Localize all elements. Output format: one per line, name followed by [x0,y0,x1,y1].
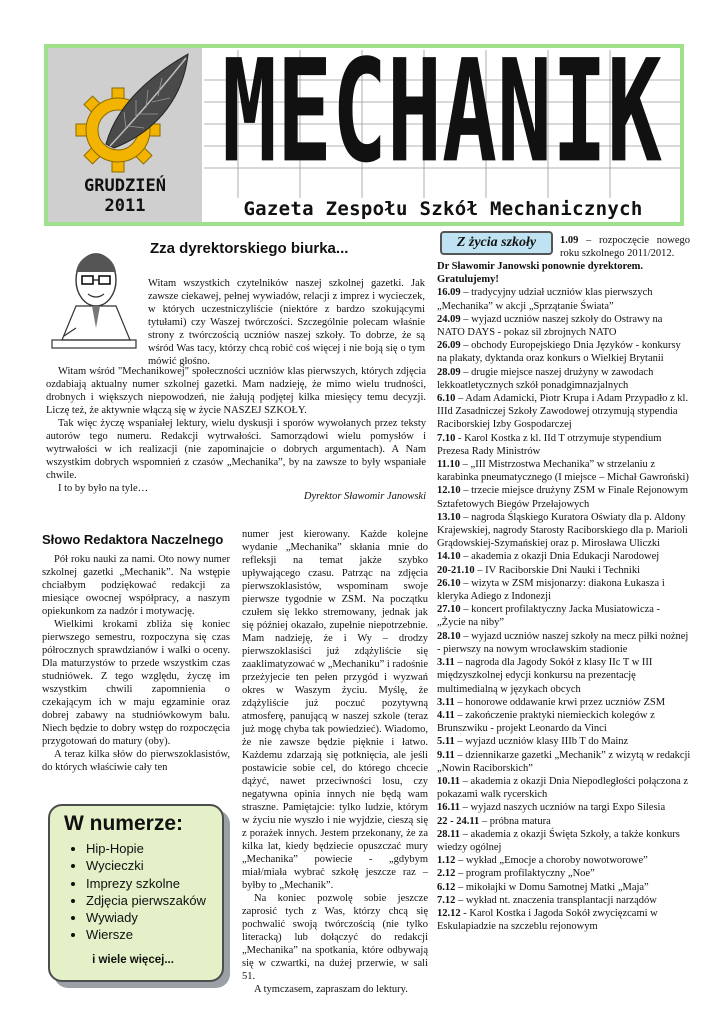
chronicle-entry-text: – Adam Adamicki, Piotr Krupa i Adam Przypadło z kl. IIId Zasadniczej Szkoły Zawodowej otrzymują stypendia Raciborskiej Izby Gospodarczej [437,393,689,431]
chronicle-entry [437,828,691,854]
editor-col2-paragraph-1: numer jest kierowany. Każde kolejne wydanie „Mechanika” skłania mnie do refleksji na temat jakże szybko upływającego czasu. Patrząc na zdjęcia pierwszoklasistów, wspominam swoje pierwsze tygodnie w ZSM. Na początku czułem się lekko stremowany, jednak jak się później okazało, zupełnie niepotrzebnie. Mam nadzieję, że i Wy – drodzy pierwszoklasiści już zdążyliście się zaaklimatyzować w „Mechaniku” i radośnie przeżyjecie ten pełen przygód i wyzwań okres w Waszym życiu. Myślę, że zdążyliście już poczuć pozytywną atmosferę, panującą w naszej szkole (teraz już mogę chyba tak powiedzieć). Wiadomo, że nie zawsze będzie pięknie i łatwo. Każdemu zdarzają się potknięcia, ale jeśli postawicie sobie cel, do którego chcecie dążyć, nawet przeciwności losu, czy negatywna opinia innych nie będą wam straszne. Pamiętajcie: tylko ludzie, którym w życiu nie wyszło i nie wyjdzie, cieszą się z porażek innych. Jestem przekonany, że za kilka lat, kiedy będziecie opuszczać mury „Mechanika” powiecie - „gdybym miał/miała wybrać szkołę jeszcze raz – byłby to „Mechanik”. [242,529,429,891]
chronicle-entry [437,286,691,312]
chronicle-entry-text: – dziennikarze gazetki „Mechanik” z wizytą w redakcji „Nowin Raciborskich” [437,749,691,774]
masthead [44,44,684,226]
chronicle-entry-date: 12.10 [437,485,461,497]
chronicle-entry-text: – akademia z okazji Dnia Edukacji Narodowej [460,551,660,563]
chronicle-entry-date: 6.12 [437,881,456,893]
chronicle-entry-text: – mikołajki w Domu Samotnej Matki „Maja” [455,881,649,893]
chronicle-entry-date: 16.11 [437,802,461,814]
chronicle-entry [437,801,691,814]
chronicle-entry-date: 27.10 [437,604,461,616]
chronicle-entry [437,907,691,933]
director-paragraph-2: Witam wśród "Mechanikowej" społeczności uczniów klas pierwszych, których zdjęcia ozdabiają aktualny numer szkolnej gazetki. Mam nadzieję, że mimo wielu trudności, drobnych i większych niepowodzeń, nie żałują podjętej kilka miesięcy temu decyzji. Liczę też, że aktywnie włączą się w życie NASZEJ SZKOŁY. [46,366,426,416]
chronicle-entry-text: – obchody Europejskiego Dnia Języków - konkursy na plakaty, dyktanda oraz konkurs o Wielkiej Brytanii [437,340,681,365]
chronicle-entry-text: – wyjazd uczniów naszej szkoły na mecz piłki nożnej - pierwszy na nowym wrocławskim stadionie [437,630,689,655]
masthead-title-logo [204,50,680,198]
director-paragraph-4: I to by było na tyle… [58,483,149,494]
in-this-issue-more: i wiele więcej... [92,954,174,966]
chronicle-entry [437,735,691,748]
chronicle-entry-date: 26.10 [437,577,461,589]
chronicle-entry [437,709,691,735]
chronicle-entry [437,881,691,894]
chronicle-entry [437,313,691,339]
editor-col1-paragraph-1: Pół roku nauki za nami. Oto nowy numer szkolnej gazetki „Mechanik”. Na wstępie chciałbym podziękować redakcji za miesiące owocnej współpracy, a naszym opiekunkom za nadzór i motywację. [42,554,230,617]
chronicle-entry [437,630,691,656]
chronicle-entry [437,484,691,510]
chronicle-entry-date: 2.12 [437,868,456,880]
chronicle-entry [437,867,691,880]
director-caricature-image [46,236,142,366]
chronicle-entry-text: - Karol Kostka i Jagoda Sokół zwycięzcami w Eskulapiadzie na szczeblu rejonowym [437,907,658,933]
chronicle-highlight: Dr Sławomir Janowski ponownie dyrektorem. Gratulujemy! [437,261,644,286]
chronicle-entry-date: 10.11 [437,775,461,787]
chronicle-entry-date: 3.11 [437,657,455,669]
chronicle-entry-text: – „III Mistrzostwa Mechanika” w strzelaniu z karabinka pneumatycznego (I miejsce – Michał Gawroński) [437,459,689,484]
chronicle-entry-date: 28.11 [437,828,461,840]
chronicle-entry-date: 1.12 [437,855,456,867]
chronicle-entry [437,564,691,577]
chronicle-entry [437,603,691,629]
masthead-subtitle: Gazeta Zespołu Szkół Mechanicznych [243,198,643,220]
chronicle-entry-text: – nagroda Śląskiego Kuratora Oświaty dla p. Aldony Krajewskiej, nagrody Starosty Raciborskiego dla p. Marioli Grądowskiej-Szymańskiej oraz p. Mirosława Uliczki [437,511,688,550]
issue-month: GRUDZIEŃ [84,176,166,196]
chronicle-entry [437,775,691,801]
editor-col1-paragraph-2: Wielkimi krokami zbliża się koniec pierwszego semestru, rozpoczyna się czas półrocznych sprawdzianów i walki o oceny. Dla maturzystów to przede wszystkim czas studniówek. Z tego względu, życzę im wszystkim chwili zapomnienia o czekającym ich w maju egzaminie oraz dobrej zabawy na studniówkowym balu. Niech będzie to dobry wstęp do rozpoczęcia przygotowań do matury (oby). [42,619,230,747]
chronicle-entry-date: 9.11 [437,749,455,761]
chronicle-entry [437,339,691,365]
chronicle-entry-text: – próbna matura [479,815,551,827]
masthead-title: MECHANIK [222,50,662,195]
in-this-issue-box [48,804,224,982]
chronicle-entry-text: – wykład nt. znaczenia transplantacji narządów [455,894,657,906]
chronicle-entry [437,392,691,432]
toc-item: • Imprezy szkolne [86,875,206,892]
director-paragraph-3: Tak więc życzę wspaniałej lektury, wielu dyskusji i sporów wywołanych przez teksty autorów tego numeru. Redakcji wytrwałości. Samorządowi wielu pomysłów i wytrwałości w ich realizacji (nie zapominajcie o dobrych argumentach). A Nam wszystkim dobrych wspomnień z czasów „Mechanika”, by na zawsze to były wspaniałe chwile. [46,418,426,481]
toc-item: • Hip-Hopie [86,840,206,857]
chronicle-entry-text: – wykład „Emocje a choroby nowotworowe” [455,855,648,867]
director-signature: Dyrektor Sławomir Janowski [303,491,426,502]
chronicle-entries [437,286,691,933]
chronicle-entry [437,854,691,867]
issue-date [48,176,202,216]
chronicle-title: Z życia szkoły [440,231,553,255]
chronicle-entry-date: 4.11 [437,709,455,721]
editor-col2-paragraph-3: A tymczasem, zapraszam do lektury. [254,984,408,995]
chronicle-entry-date: 14.10 [437,551,461,563]
editor-column-2 [242,528,428,996]
chronicle-entry-text: – tradycyjny udział uczniów klas pierwszych „Mechanika” w akcji „Sprzątanie Świata” [437,287,653,312]
chronicle-entry-text: – IV Raciborskie Dni Nauki i Techniki [474,564,641,576]
editor-column-1 [42,553,230,774]
chronicle-entry-text: – wizyta w ZSM misjonarzy: diakona Łukasza i kleryka Adiego z Indonezji [437,577,665,603]
toc-item: • Zdjęcia pierwszaków [86,892,206,909]
chronicle-entry-text: – wyjazd naszych uczniów na targi Expo Silesia [460,802,666,814]
chronicle-entry [437,656,691,696]
chronicle-entry [437,432,691,458]
editor-col2-paragraph-2: Na koniec pozwolę sobie jeszcze zaprosić tych z Was, którzy chcą się pochwalić swoją twórczością (nie tylko literacką) lub dołączyć do redakcji „Mechanika” na spotkania, które odbywają się w czwartki, na dużej przerwie, w sali 51. [242,893,428,982]
in-this-issue-title: W numerze: [64,812,184,835]
chronicle-entry-date: 16.09 [437,287,461,299]
chronicle-entry-date: 20-21.10 [437,564,475,576]
editor-col1-paragraph-3: A teraz kilka słów do pierwszoklasistów, do których właściwie cały ten [42,749,230,773]
chronicle-entry-date: 22 - 24.11 [437,815,480,827]
gear-leaf-logo-icon [66,48,196,178]
director-article-body [46,365,426,495]
chronicle-entry-text: – zakończenie praktyki niemieckich kolegów z Brunszwiku - projekt Leonardo da Vinci [437,709,655,735]
chronicle-entry-text: – akademia z okazji Dnia Niepodległości połączona z pokazami walk rycerskich [437,775,689,801]
chronicle-entry-date: 13.10 [437,511,461,523]
chronicle-entry-text: – honorowe oddawanie krwi przez uczniów ZSM [454,696,666,708]
chronicle-entry [437,458,691,484]
chronicle-entry-text: – koncert profilaktyczny Jacka Musiatowicza - „Życie na niby” [437,604,661,629]
chronicle-entry-text: - Karol Kostka z kl. IId T otrzymuje stypendium Prezesa Rady Ministrów [437,432,662,457]
chronicle-entry-text: – nagroda dla Jagody Sokół z klasy IIc T w III międzyszkolnej edycji konkursu na prezentację multimedialną w językach obcych [437,657,653,695]
chronicle-entry-date: 24.09 [437,313,461,325]
chronicle-entry-date: 28.10 [437,630,461,642]
chronicle-list [437,260,691,933]
chronicle-entry-text: – program profilaktyczny „Noe” [455,868,595,880]
chronicle-entry-date: 28.09 [437,366,461,378]
toc-item: • Wycieczki [86,857,206,874]
director-paragraph-1: Witam wszystkich czytelników naszej szkolnej gazetki. Jak zawsze ciekawej, pełnej wywiadów, relacji z imprez i wycieczek, w których uczestniczyliście (niektóre z bardzo szokującymi tytułami) czy Waszej twórczości. Szczególnie polecam właśnie strony z twórczością uczniów naszej szkoły. To dobrze, że są wśród Was tacy, którzy chcą robić coś więcej i nie boją się o tym mówić głośno. [148,278,425,367]
chronicle-entry-date: 7.10 [437,432,456,444]
editor-article-title: Słowo Redaktora Naczelnego [42,532,224,547]
chronicle-entry-text: – wyjazd uczniów klasy IIIb T do Mainz [454,736,629,748]
toc-item: • Wywiady [86,909,206,926]
chronicle-entry [437,696,691,709]
chronicle-entry [437,815,691,828]
director-article-title: Zza dyrektorskiego biurka... [150,240,349,257]
chronicle-entry [437,511,691,551]
chronicle-text: – rozpoczęcie nowego roku szkolnego 2011/2012. [560,235,690,259]
chronicle-entry-date: 7.12 [437,894,456,906]
in-this-issue-list [72,840,206,944]
chronicle-entry [437,577,691,603]
chronicle-entry-date: 12.12 [437,907,461,919]
chronicle-first-entry [560,234,690,260]
chronicle-date: 1.09 [560,235,579,246]
chronicle-entry-date: 6.10 [437,393,456,405]
chronicle-entry [437,366,691,392]
chronicle-entry-date: 5.11 [437,736,455,748]
chronicle-entry-text: – drugie miejsce naszej drużyny w zawodach lekkoatletycznych szkół ponadgimnazjalnych [437,366,654,391]
chronicle-entry [437,894,691,907]
chronicle-entry-text: – trzecie miejsce drużyny ZSM w Finale Rejonowym Sztafetowych Biegów Przełajowych [437,485,689,510]
issue-year: 2011 [104,196,146,216]
toc-item: • Wiersze [86,926,206,943]
chronicle-entry-text: – wyjazd uczniów naszej szkoły do Ostrawy na NATO DAYS - pokaz sil zbrojnych NATO [437,313,663,339]
chronicle-entry-date: 26.09 [437,340,461,352]
chronicle-entry-date: 11.10 [437,459,461,471]
chronicle-entry-text: – akademia z okazji Święta Szkoły, a także konkurs wiedzy ogólnej [437,828,680,853]
chronicle-entry [437,749,691,775]
masthead-logo-panel [48,48,202,222]
chronicle-entry [437,550,691,563]
chronicle-entry-date: 3.11 [437,696,455,708]
